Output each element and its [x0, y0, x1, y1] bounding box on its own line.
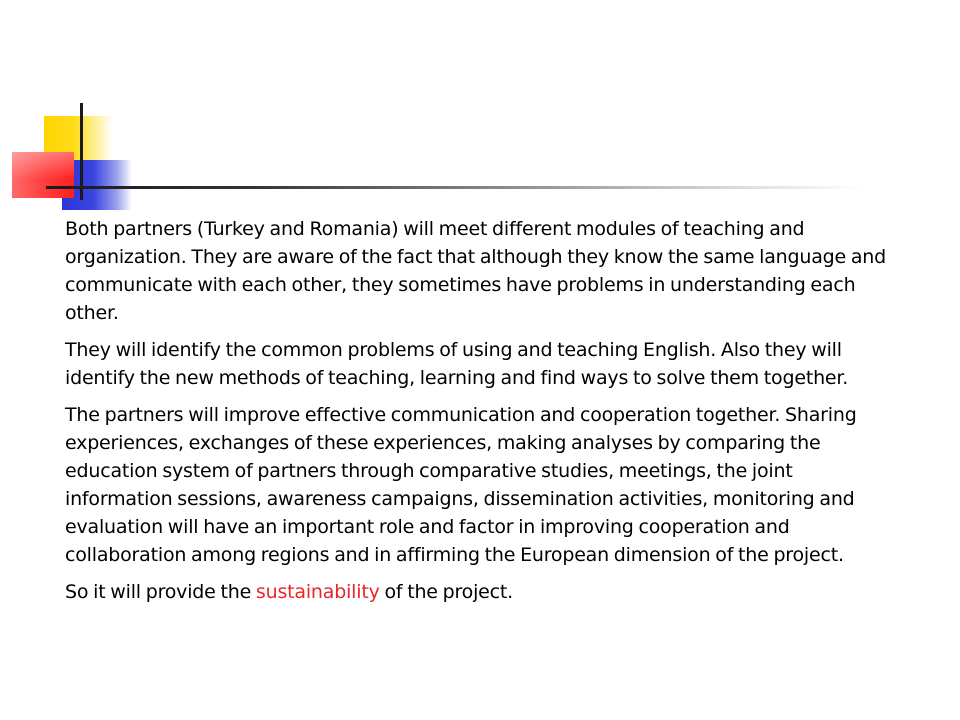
horizontal-rule — [46, 186, 866, 189]
slide-body — [65, 215, 895, 615]
red-square-decoration — [12, 152, 74, 198]
sustainability-keyword: sustainability — [255, 581, 380, 603]
paragraph-sustainability — [65, 578, 895, 606]
paragraph-cooperation: The partners will improve effective communication and cooperation together. Sharing experiences, exchanges of these experiences, making analyses by comparing the education system of partners through comparative studies, meetings, the joint information sessions, awareness campaigns, dissemination activities, monitoring and evaluation will have an important role and factor in improving cooperation and collaboration among regions and in affirming the European dimension of the project. — [65, 404, 857, 566]
sustainability-suffix: of the project. — [379, 581, 514, 603]
sustainability-prefix: So it will provide the — [65, 581, 256, 603]
paragraph-partners: Both partners (Turkey and Romania) will meet different modules of teaching and organization. They are aware of the fact that although they know the same language and communicate with each other, they sometimes have problems in understanding each other. — [65, 218, 886, 324]
paragraph-problems: They will identify the common problems of using and teaching English. Also they will identify the new methods of teaching, learning and find ways to solve them together. — [65, 339, 849, 389]
